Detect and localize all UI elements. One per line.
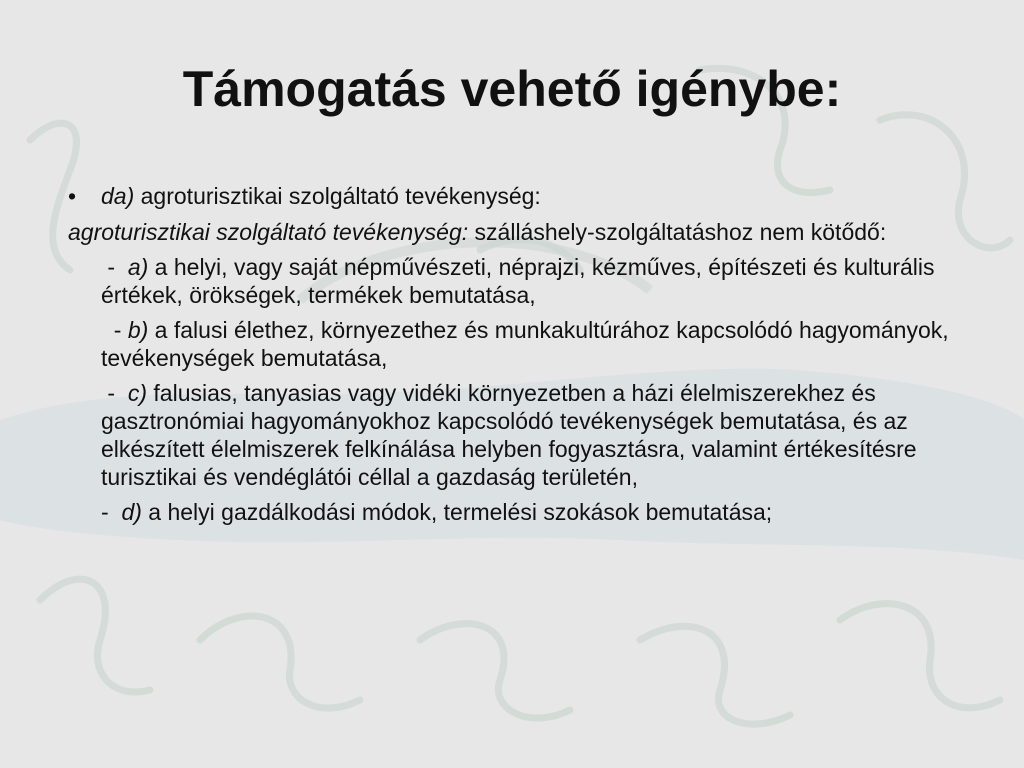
item-dash: - <box>101 499 122 525</box>
item-text: a falusi élethez, környezethez és munkakultúrához kapcsolódó hagyományok, tevékenységek bemutatása, <box>101 317 949 371</box>
slide-title: Támogatás vehető igénybe: <box>182 61 842 117</box>
item-label: c) <box>127 380 148 406</box>
intro-label: agroturisztikai szolgáltató tevékenység: <box>68 219 469 245</box>
slide-content <box>60 182 980 533</box>
bullet-paragraph <box>60 182 980 210</box>
bullet-label: da) <box>101 183 135 209</box>
list-item-c <box>60 379 980 491</box>
bullet-text: agroturisztikai szolgáltató tevékenység: <box>134 183 541 209</box>
list-item-b <box>60 316 980 372</box>
item-dash: - <box>101 317 128 343</box>
item-dash: - <box>101 380 128 406</box>
intro-text: szálláshely-szolgáltatáshoz nem kötődő: <box>468 219 887 245</box>
intro-paragraph <box>60 218 980 246</box>
item-text: falusias, tanyasias vagy vidéki környezetben a házi élelmiszerekhez és gasztronómiai hagyományokhoz kapcsolódó tevékenységek bemutatása, és az elkészített élelmiszerek felkínálása helyben fogyasztásra, valamint értékesítésre turisztikai és vendéglátói céllal a gazdaság területén, <box>101 380 917 490</box>
item-dash: - <box>101 254 128 280</box>
item-label: a) <box>127 254 149 280</box>
item-label: b) <box>127 317 149 343</box>
bullet-marker: • <box>68 183 77 209</box>
item-text: a helyi gazdálkodási módok, termelési szokások bemutatása; <box>141 499 773 525</box>
item-label: d) <box>121 499 142 525</box>
list-item-a <box>60 253 980 309</box>
item-text: a helyi, vagy saját népművészeti, néprajzi, kézműves, építészeti és kulturális értékek, örökségek, termékek bemutatása, <box>101 254 935 308</box>
list-item-d <box>60 498 980 526</box>
